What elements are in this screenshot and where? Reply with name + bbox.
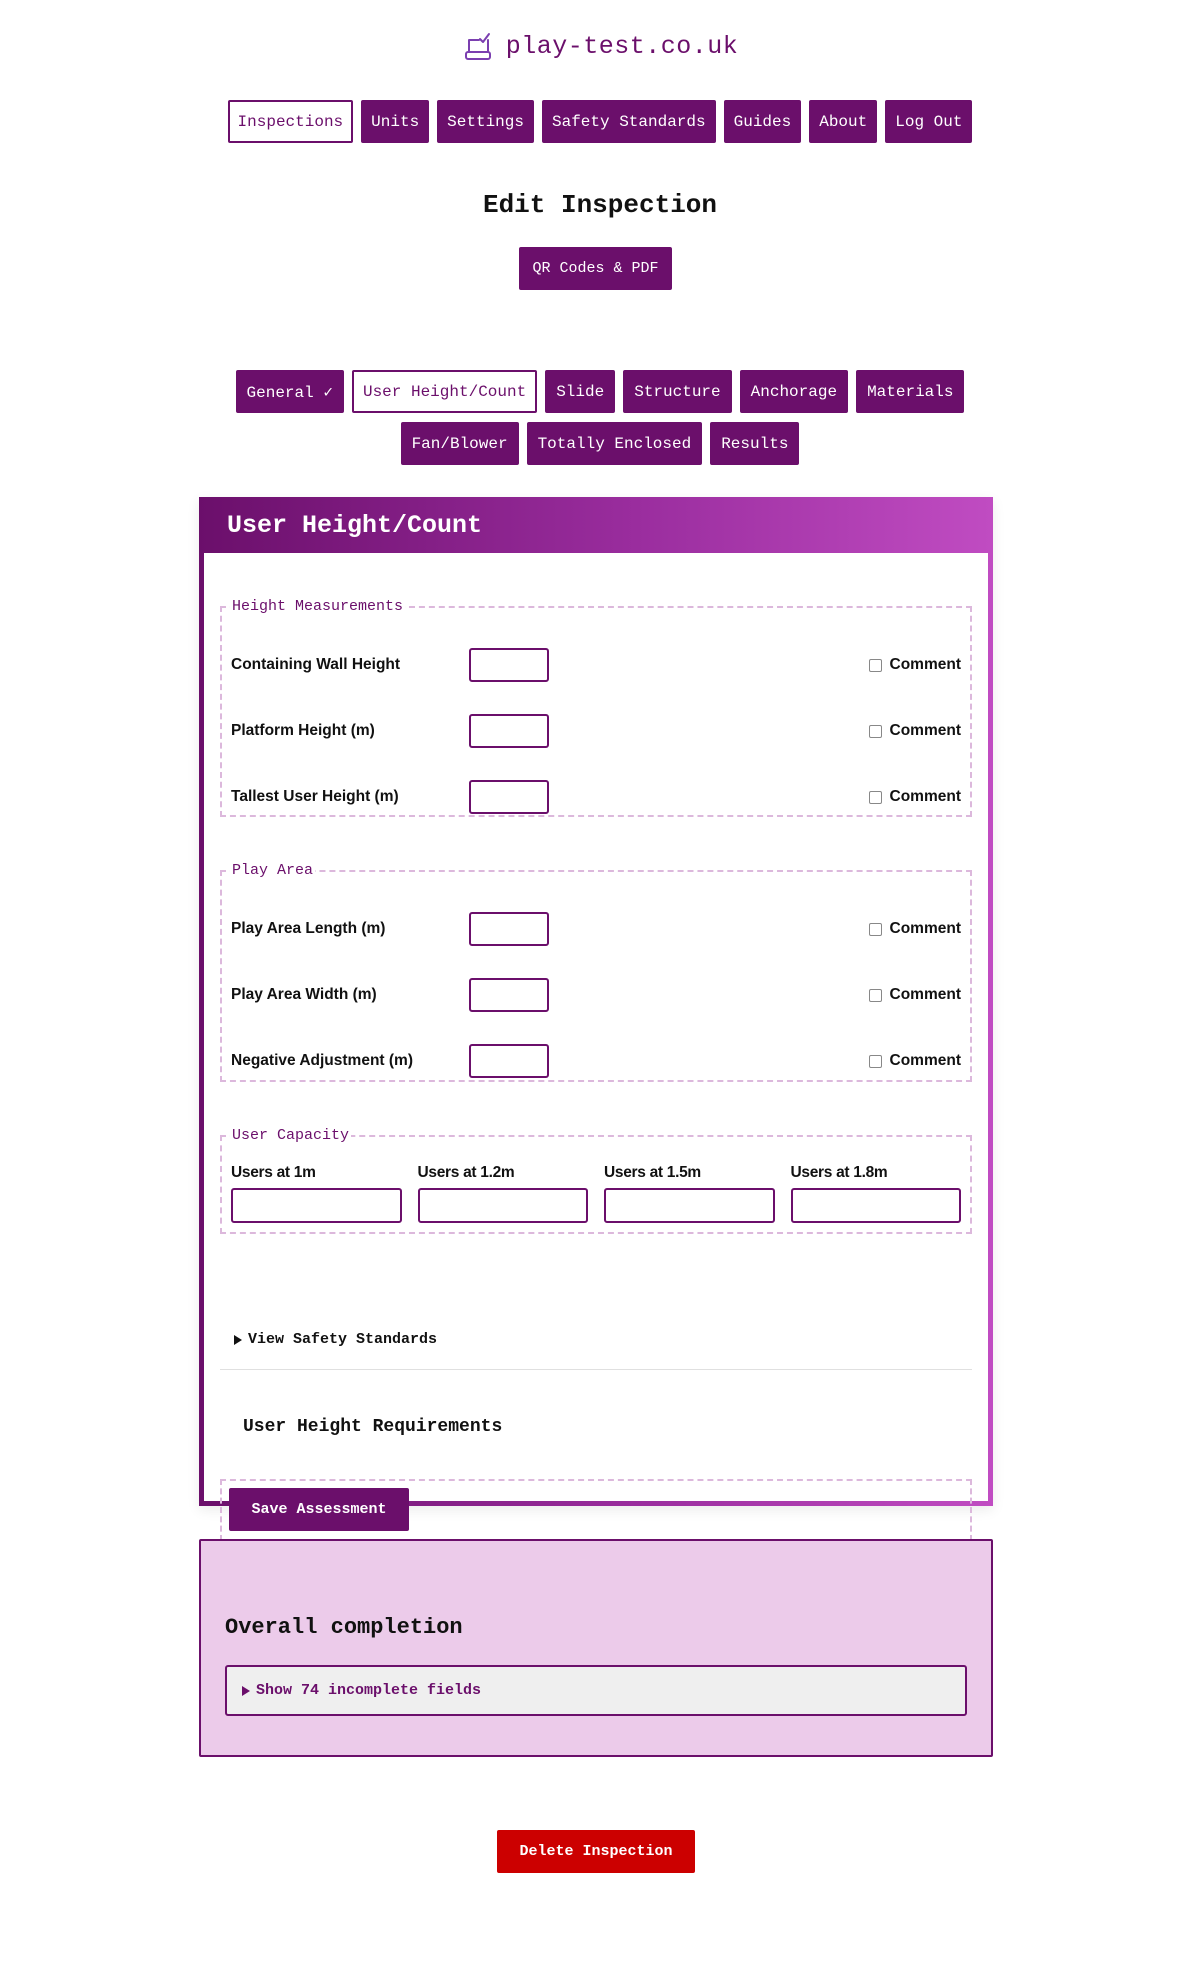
completion-panel [199,1539,993,1757]
tab-totally-enclosed[interactable]: Totally Enclosed [527,422,703,465]
field-label: Tallest User Height (m) [231,788,399,805]
tab-results[interactable]: Results [710,422,799,465]
field-row [231,714,961,748]
comment-label: Comment [889,986,961,1003]
tallest-user-height-input[interactable] [469,780,549,814]
comment-toggle[interactable] [869,920,961,938]
field-label: Users at 1.5m [604,1164,701,1181]
comment-checkbox[interactable] [869,989,882,1002]
play-area-legend: Play Area [232,862,314,879]
tab-materials[interactable]: Materials [856,370,964,413]
site-name: play-test.co.uk [505,31,739,61]
comment-label: Comment [889,722,961,739]
field-label: Users at 1.2m [417,1164,515,1181]
users-at-1-5m-input[interactable] [604,1188,775,1223]
toggle-label: Show 74 incomplete fields [256,1682,482,1699]
field-label: Platform Height (m) [231,722,375,739]
play-area-width-input[interactable] [469,978,549,1012]
inspection-clipboard-check-icon [462,30,494,62]
field-label: Play Area Length (m) [231,920,386,937]
site-logo[interactable] [0,30,1200,62]
incomplete-fields-toggle[interactable] [225,1665,967,1716]
view-safety-standards-toggle[interactable] [234,1331,437,1348]
play-area-group [220,862,972,1082]
field-row [231,648,961,682]
nav-log-out[interactable]: Log Out [885,100,972,143]
height-measurements-group [220,598,972,817]
tab-anchorage[interactable]: Anchorage [740,370,848,413]
capacity-field [791,1164,962,1223]
user-capacity-legend: User Capacity [232,1127,350,1144]
users-at-1-8m-input[interactable] [791,1188,962,1223]
users-at-1-2m-input[interactable] [418,1188,589,1223]
field-label: Users at 1m [231,1164,316,1181]
card-body [204,553,988,1518]
toggle-label: View Safety Standards [248,1331,438,1348]
play-area-length-input[interactable] [469,912,549,946]
comment-label: Comment [889,1052,961,1069]
comment-toggle[interactable] [869,788,961,806]
delete-inspection-button[interactable]: Delete Inspection [497,1830,695,1873]
save-group [220,1479,972,1541]
main-nav [0,100,1200,143]
containing-wall-height-input[interactable] [469,648,549,682]
nav-inspections[interactable]: Inspections [228,100,354,143]
field-row [231,912,961,946]
comment-label: Comment [889,920,961,937]
divider [220,1369,972,1370]
platform-height-input[interactable] [469,714,549,748]
comment-toggle[interactable] [869,986,961,1004]
disclosure-triangle-icon [242,1686,250,1696]
users-at-1m-input[interactable] [231,1188,402,1223]
field-label: Play Area Width (m) [231,986,377,1003]
field-label: Negative Adjustment (m) [231,1052,414,1069]
nav-safety-standards[interactable]: Safety Standards [542,100,716,143]
user-capacity-grid [231,1164,961,1223]
comment-checkbox[interactable] [869,791,882,804]
capacity-field [418,1164,589,1223]
qr-codes-pdf-button[interactable]: QR Codes & PDF [519,247,672,290]
capacity-field [604,1164,775,1223]
comment-toggle[interactable] [869,1052,961,1070]
field-row [231,978,961,1012]
tab-fan-blower[interactable]: Fan/Blower [401,422,519,465]
tab-structure[interactable]: Structure [623,370,731,413]
nav-units[interactable]: Units [361,100,429,143]
field-row [231,1044,961,1078]
field-label: Containing Wall Height [231,656,401,673]
field-row [231,780,961,814]
page-title: Edit Inspection [482,190,718,220]
nav-guides[interactable]: Guides [724,100,802,143]
inspection-tabs [230,370,970,465]
tab-slide[interactable]: Slide [545,370,615,413]
comment-checkbox[interactable] [869,1055,882,1068]
comment-label: Comment [889,788,961,805]
nav-about[interactable]: About [809,100,877,143]
completion-title: Overall completion [225,1615,463,1640]
field-label: Users at 1.8m [790,1164,888,1181]
capacity-field [231,1164,402,1223]
comment-checkbox[interactable] [869,725,882,738]
tab-general[interactable]: General ✓ [236,370,344,413]
comment-label: Comment [889,656,961,673]
requirements-heading: User Height Requirements [243,1417,503,1437]
disclosure-triangle-icon [234,1335,242,1345]
save-assessment-button[interactable]: Save Assessment [229,1488,409,1531]
comment-checkbox[interactable] [869,659,882,672]
user-capacity-group [220,1127,972,1234]
assessment-card [199,497,993,1518]
height-measurements-legend: Height Measurements [232,598,404,615]
comment-toggle[interactable] [869,722,961,740]
negative-adjustment-input[interactable] [469,1044,549,1078]
nav-settings[interactable]: Settings [437,100,534,143]
tab-user-height-count[interactable]: User Height/Count [352,370,537,413]
comment-checkbox[interactable] [869,923,882,936]
comment-toggle[interactable] [869,656,961,674]
card-title: User Height/Count [227,510,483,540]
